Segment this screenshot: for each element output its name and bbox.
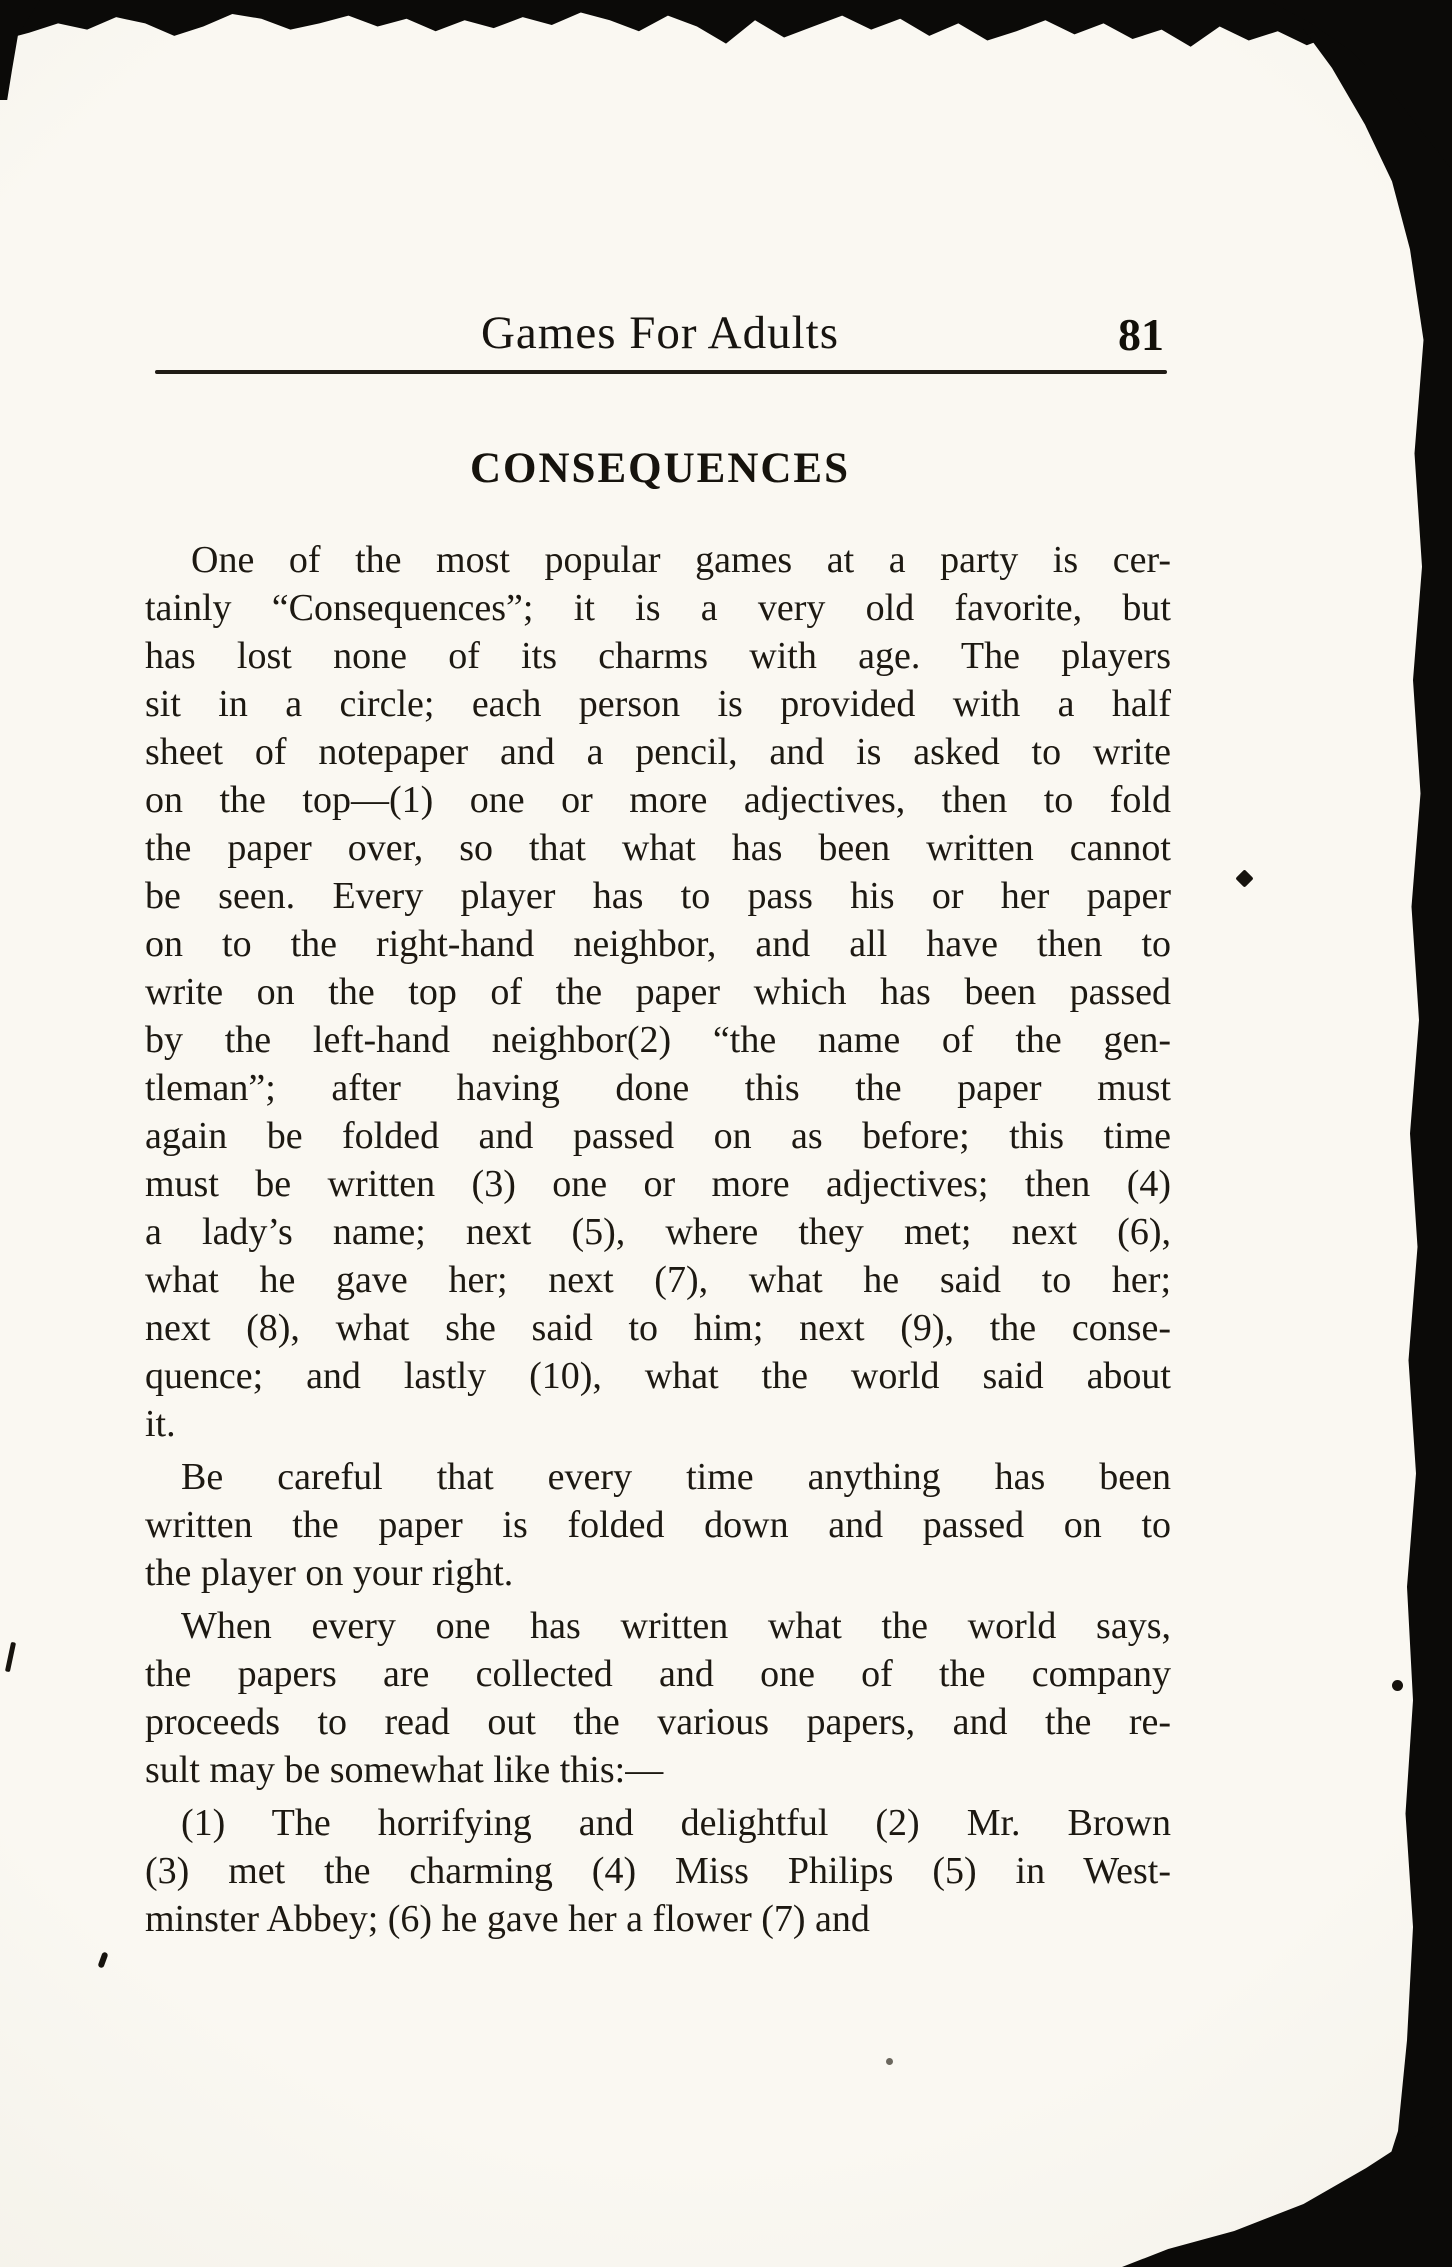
text-line: the player on your right. — [145, 1552, 514, 1594]
text-line: sult may be somewhat like this:— — [145, 1749, 664, 1791]
paragraph-1 — [145, 536, 1171, 1448]
text-line: (1) The horrifying and delightful (2) Mr. Brown — [181, 1802, 1171, 1844]
paragraph-4 — [145, 1799, 1171, 1943]
text-line: what he gave her; next (7), what he said to her; — [145, 1259, 1171, 1301]
scan-edge-top-artifact — [0, 0, 1452, 78]
text-line: sit in a circle; each person is provided with a half — [145, 683, 1171, 725]
text-line: minster Abbey; (6) he gave her a flower (7) and — [145, 1898, 870, 1940]
text-line: When every one has written what the world says, — [181, 1605, 1171, 1647]
ink-speck-artifact — [886, 2058, 893, 2065]
text-line: it. — [145, 1403, 176, 1445]
text-line: sheet of notepaper and a pencil, and is asked to write — [145, 731, 1171, 773]
text-line: again be folded and passed on as before; this time — [145, 1115, 1171, 1157]
text-line: has lost none of its charms with age. The players — [145, 635, 1171, 677]
text-line: must be written (3) one or more adjectives; then (4) — [145, 1163, 1171, 1205]
body-text — [145, 536, 1171, 1948]
text-line: proceeds to read out the various papers, and the re- — [145, 1701, 1171, 1743]
text-line: One of the most popular games at a party is cer- — [191, 539, 1171, 581]
text-line: the papers are collected and one of the company — [145, 1653, 1171, 1695]
paragraph-3 — [145, 1602, 1171, 1794]
text-line: write on the top of the paper which has been passed — [145, 971, 1171, 1013]
scan-edge-right-artifact — [1302, 0, 1452, 2267]
text-line: on the top—(1) one or more adjectives, then to fold — [145, 779, 1171, 821]
text-line: quence; and lastly (10), what the world said about — [145, 1355, 1171, 1397]
ink-speck-artifact — [97, 1951, 108, 1968]
text-line: (3) met the charming (4) Miss Philips (5) in West- — [145, 1850, 1171, 1892]
text-line: by the left-hand neighbor(2) “the name of the gen- — [145, 1019, 1171, 1061]
text-line: Be careful that every time anything has been — [181, 1456, 1171, 1498]
text-line: the paper over, so that what has been written cannot — [145, 827, 1171, 869]
section-title: CONSEQUENCES — [469, 445, 851, 492]
text-line: on to the right-hand neighbor, and all have then to — [145, 923, 1171, 965]
page-number: 81 — [1118, 309, 1164, 360]
ink-speck-artifact — [1235, 869, 1253, 887]
ink-speck-artifact — [5, 1642, 16, 1672]
running-title: Games For Adults — [480, 307, 840, 359]
text-line: next (8), what she said to him; next (9), the conse- — [145, 1307, 1171, 1349]
page-header — [150, 306, 1170, 366]
header-rule — [155, 370, 1167, 374]
text-line: written the paper is folded down and passed on to — [145, 1504, 1171, 1546]
paragraph-2 — [145, 1453, 1171, 1597]
ink-speck-artifact — [1392, 1680, 1403, 1691]
text-line: tainly “Consequences”; it is a very old favorite, but — [145, 587, 1171, 629]
text-line: a lady’s name; next (5), where they met; next (6), — [145, 1211, 1171, 1253]
text-line: tleman”; after having done this the paper must — [145, 1067, 1171, 1109]
text-line: be seen. Every player has to pass his or her paper — [145, 875, 1171, 917]
